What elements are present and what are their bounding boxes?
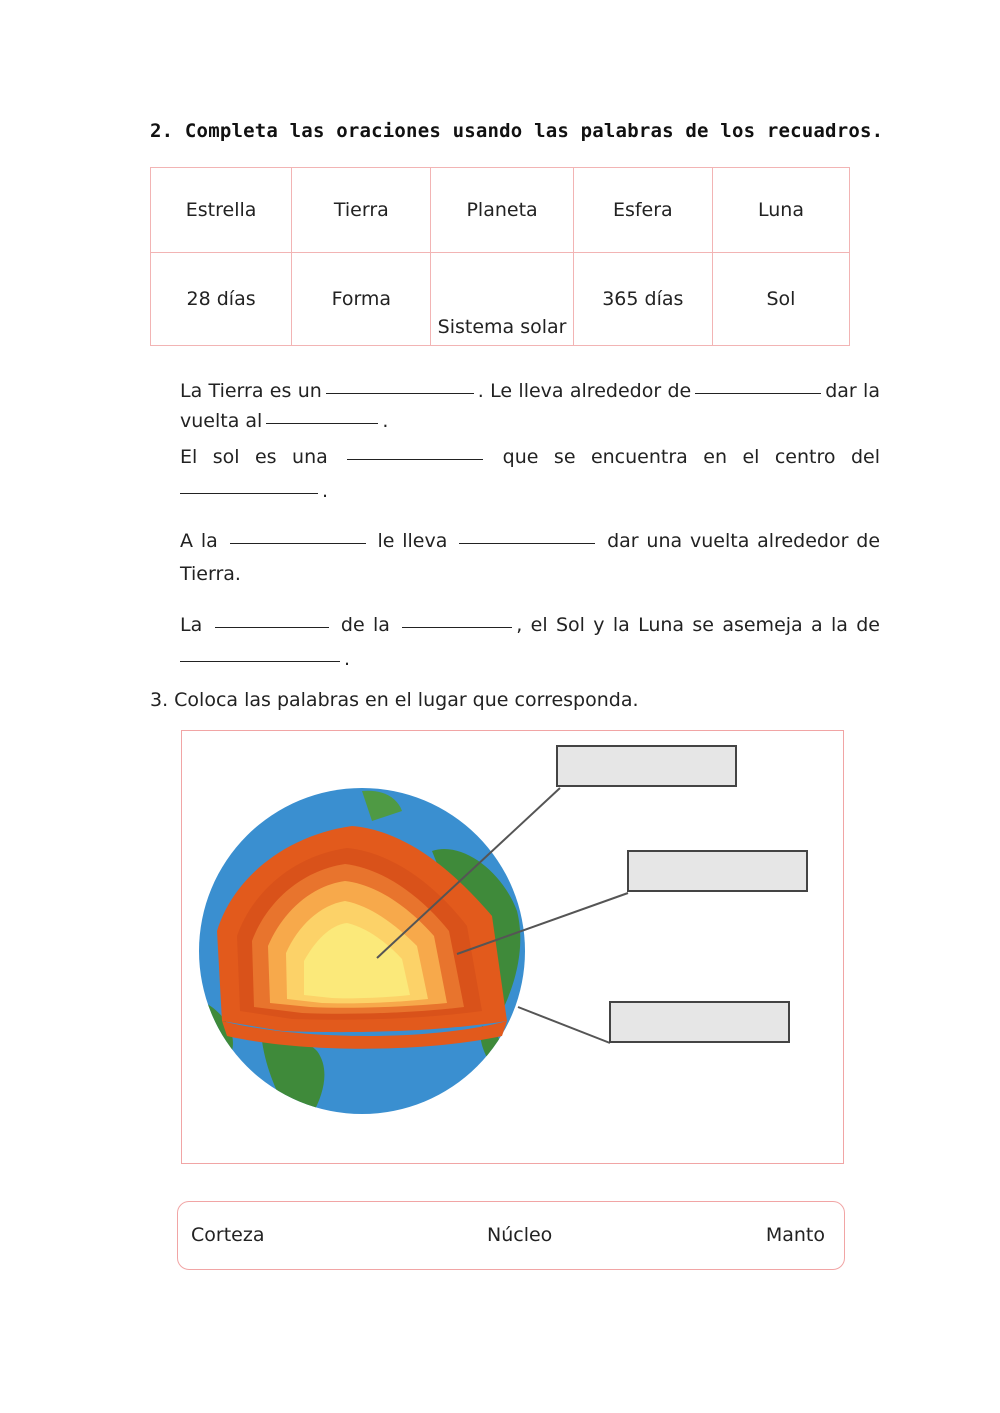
label-box-2[interactable] [628,851,807,891]
word-cell: Sol [712,253,849,346]
sentence-text: El sol es una [180,446,328,468]
blank-8[interactable] [215,626,329,628]
earth-cross-section [182,731,845,1165]
word-bank-item-manto[interactable]: Manto [765,1224,825,1246]
word-cell: 365 días [573,253,712,346]
label-box-1[interactable] [557,746,736,786]
word-bank-item-nucleo[interactable]: Núcleo [487,1224,553,1246]
question-3-title: 3. Coloca las palabras en el lugar que corresponda. [150,689,639,711]
sentence-text: dar una vuelta alrededor de [607,530,880,552]
question-2-title: 2. Completa las oraciones usando las palabras de los recuadros. [150,120,884,142]
sentence-4-cont [180,648,350,670]
blank-4[interactable] [347,458,483,460]
sentence-3 [180,520,880,563]
word-cell: Forma [292,253,431,346]
word-cell: Esfera [573,168,712,253]
sentence-text: , el Sol y la Luna se asemeja a la de [516,614,880,636]
label-box-3[interactable] [610,1002,789,1042]
blank-9[interactable] [402,626,512,628]
sentence-2-cont [180,480,328,502]
word-cell: 28 días [151,253,292,346]
word-cell: Estrella [151,168,292,253]
sentence-1 [180,376,880,436]
sentence-text: . [344,648,351,670]
blank-7[interactable] [459,542,595,544]
blank-5[interactable] [180,492,318,494]
sentence-text: que se encuentra en el centro del [502,446,880,468]
word-cell: Sistema solar [431,253,573,346]
blank-6[interactable] [230,542,366,544]
sentence-text: dar la vuelta al [180,380,880,432]
word-bank [177,1201,845,1270]
sentence-3-cont: Tierra. [180,563,241,585]
leader-line-3 [518,1007,610,1043]
sentence-text: de la [340,614,390,636]
earth-layers-diagram [181,730,844,1164]
sentence-text: La Tierra es un [180,380,322,402]
word-cell: Luna [712,168,849,253]
sentence-2 [180,436,880,479]
blank-2[interactable] [695,392,821,394]
word-cell: Planeta [431,168,573,253]
sentence-text: La [180,614,203,636]
sentence-text: . [382,410,389,432]
blank-10[interactable] [180,660,340,662]
blank-3[interactable] [266,422,378,424]
sentence-text: . [322,480,329,502]
sentence-text: le lleva [377,530,448,552]
word-cell: Tierra [292,168,431,253]
sentence-4 [180,604,880,647]
word-bank-item-corteza[interactable]: Corteza [191,1224,265,1246]
blank-1[interactable] [326,392,474,394]
sentence-text: . Le lleva alrededor de [477,380,692,402]
sentence-text: A la [180,530,218,552]
word-table [150,167,850,346]
